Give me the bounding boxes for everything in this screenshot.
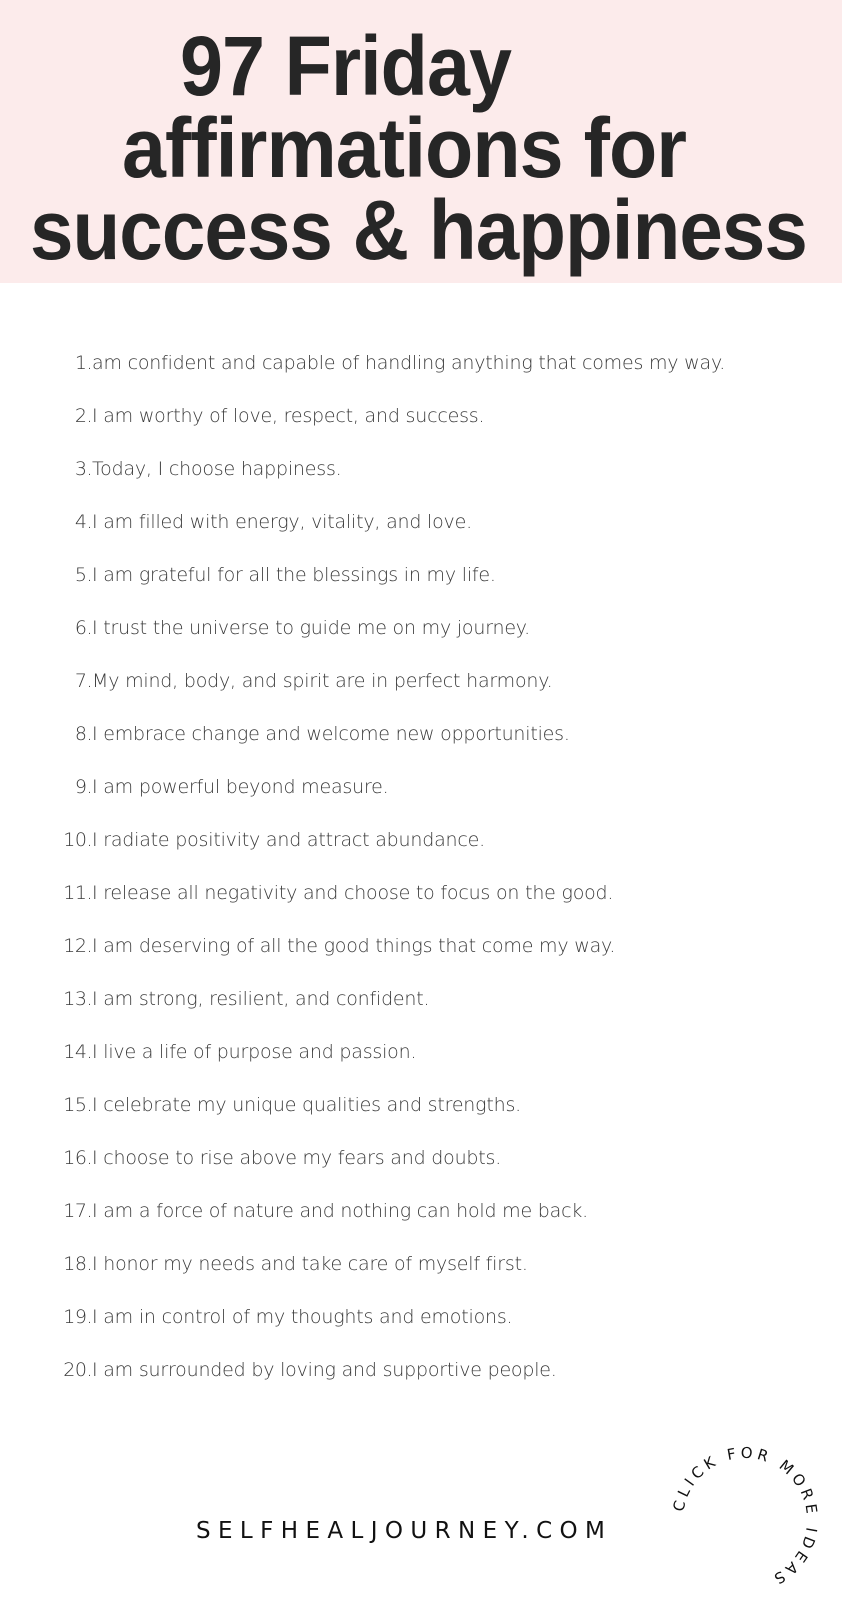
- item-number: 8.: [74, 723, 92, 745]
- item-number: 3.: [74, 458, 92, 480]
- list-item: [0, 935, 842, 967]
- item-text: I choose to rise above my fears and doubts.: [92, 1147, 502, 1169]
- item-number: 7.: [74, 670, 92, 692]
- click-for-more-ideas-badge[interactable]: [660, 1440, 830, 1600]
- item-text: I am worthy of love, respect, and success.: [92, 405, 485, 427]
- list-item: [0, 723, 842, 755]
- item-text: I honor my needs and take care of myself first.: [92, 1253, 528, 1275]
- item-text: I trust the universe to guide me on my journey.: [92, 617, 530, 639]
- item-number: 20.: [63, 1359, 92, 1381]
- item-text: My mind, body, and spirit are in perfect harmony.: [92, 670, 553, 692]
- list-item: [0, 458, 842, 490]
- item-text: I radiate positivity and attract abundance.: [92, 829, 485, 851]
- item-number: 13.: [63, 988, 92, 1010]
- item-number: 17.: [63, 1200, 92, 1222]
- svg-text:CLICK FOR MORE IDEAS: [669, 1444, 821, 1590]
- list-item: [0, 564, 842, 596]
- item-text: I am in control of my thoughts and emotions.: [92, 1306, 513, 1328]
- site-link[interactable]: SELFHEALJOURNEY.COM: [196, 1518, 613, 1544]
- item-number: 15.: [63, 1094, 92, 1116]
- item-number: 4.: [74, 511, 92, 533]
- list-item: [0, 617, 842, 649]
- item-number: 1.: [74, 352, 92, 374]
- item-text: I am powerful beyond measure.: [92, 776, 389, 798]
- list-item: [0, 511, 842, 543]
- item-text: Today, I choose happiness.: [92, 458, 342, 480]
- item-text: I live a life of purpose and passion.: [92, 1041, 417, 1063]
- item-number: 12.: [63, 935, 92, 957]
- item-text: I am a force of nature and nothing can hold me back.: [92, 1200, 589, 1222]
- list-item: [0, 829, 842, 861]
- item-number: 10.: [63, 829, 92, 851]
- list-item: [0, 1041, 842, 1073]
- item-text: I am filled with energy, vitality, and love.: [92, 511, 472, 533]
- list-item: [0, 352, 842, 384]
- list-item: [0, 882, 842, 914]
- item-text: I celebrate my unique qualities and strengths.: [92, 1094, 521, 1116]
- list-item: [0, 405, 842, 437]
- list-item: [0, 1359, 842, 1391]
- list-item: [0, 670, 842, 702]
- title-line-3: success & happiness: [30, 183, 807, 277]
- list-item: [0, 1200, 842, 1232]
- item-number: 9.: [74, 776, 92, 798]
- item-number: 18.: [63, 1253, 92, 1275]
- item-text: I am grateful for all the blessings in my life.: [92, 564, 496, 586]
- list-item: [0, 1253, 842, 1285]
- item-text: I am deserving of all the good things that come my way.: [92, 935, 616, 957]
- item-number: 2.: [74, 405, 92, 427]
- item-number: 11.: [63, 882, 92, 904]
- item-number: 5.: [74, 564, 92, 586]
- item-number: 19.: [63, 1306, 92, 1328]
- item-text: I am strong, resilient, and confident.: [92, 988, 430, 1010]
- item-text: I release all negativity and choose to focus on the good.: [92, 882, 614, 904]
- item-text: I embrace change and welcome new opportunities.: [92, 723, 570, 745]
- item-number: 6.: [74, 617, 92, 639]
- circular-text-icon: [660, 1440, 830, 1600]
- item-number: 14.: [63, 1041, 92, 1063]
- title-line-1: 97 Friday: [180, 19, 512, 113]
- header-banner: [0, 0, 842, 283]
- item-text: am confident and capable of handling anything that comes my way.: [92, 352, 726, 374]
- item-text: I am surrounded by loving and supportive people.: [92, 1359, 557, 1381]
- item-number: 16.: [63, 1147, 92, 1169]
- list-item: [0, 1094, 842, 1126]
- list-item: [0, 776, 842, 808]
- cta-text: CLICK FOR MORE IDEAS: [669, 1443, 822, 1590]
- list-item: [0, 988, 842, 1020]
- title-line-2: affirmations for: [122, 101, 687, 195]
- list-item: [0, 1306, 842, 1338]
- list-item: [0, 1147, 842, 1179]
